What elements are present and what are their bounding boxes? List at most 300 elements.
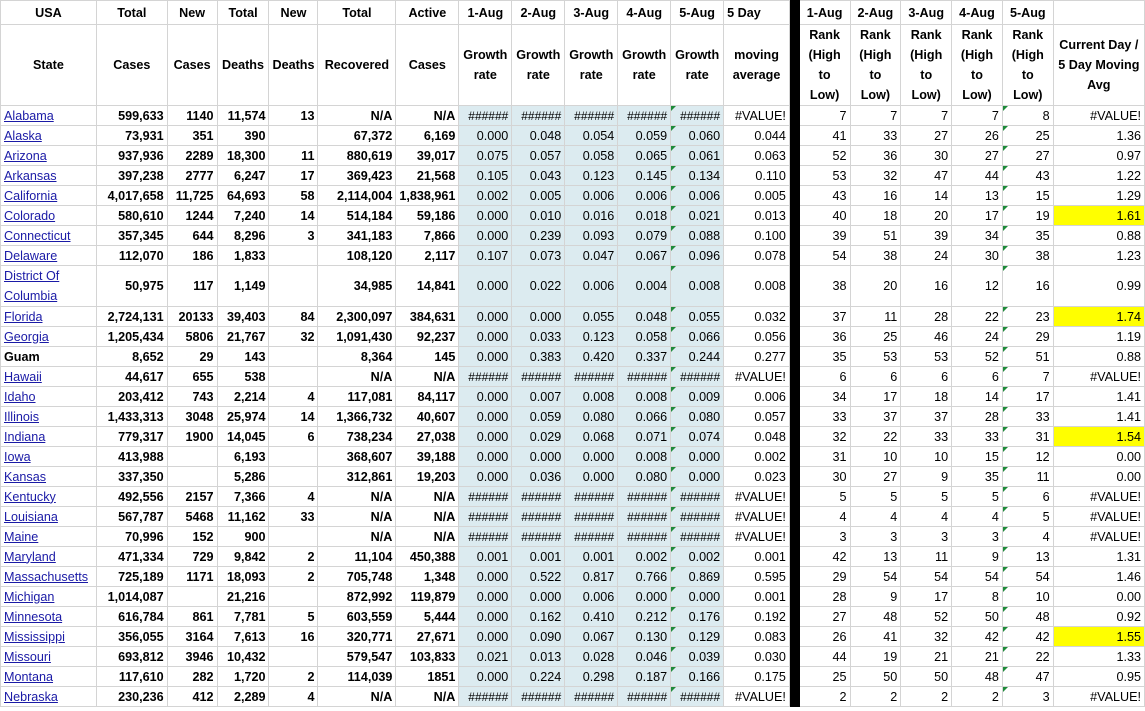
data-cell-c17[interactable]: 54	[1002, 567, 1053, 587]
state-cell[interactable]: Maine	[1, 527, 97, 547]
data-cell-c4[interactable]: 14	[269, 206, 318, 226]
data-cell-c11[interactable]: 0.066	[671, 327, 724, 347]
data-cell-c9[interactable]: 0.058	[565, 146, 618, 166]
data-cell-c10[interactable]: 0.079	[618, 226, 671, 246]
data-cell-c13[interactable]: 41	[799, 126, 850, 146]
data-cell-c15[interactable]: 50	[901, 667, 952, 687]
data-cell-c1[interactable]: 580,610	[96, 206, 167, 226]
data-cell-c17[interactable]: 12	[1002, 447, 1053, 467]
data-cell-c16[interactable]: 42	[952, 627, 1003, 647]
data-cell-c8[interactable]: ######	[512, 487, 565, 507]
data-cell-c6[interactable]: 6,169	[396, 126, 459, 146]
data-cell-c17[interactable]: 16	[1002, 266, 1053, 307]
data-cell-c14[interactable]: 22	[850, 427, 901, 447]
data-cell-c18[interactable]: 0.00	[1053, 467, 1144, 487]
state-cell[interactable]: Florida	[1, 307, 97, 327]
header-cell-r1-c4[interactable]: New	[269, 1, 318, 25]
data-cell-c11[interactable]: 0.002	[671, 547, 724, 567]
data-cell-c12[interactable]: 0.083	[724, 627, 790, 647]
data-cell-c16[interactable]: 3	[952, 527, 1003, 547]
data-cell-c2[interactable]: 729	[167, 547, 217, 567]
state-cell[interactable]: Minnesota	[1, 607, 97, 627]
data-cell-c11[interactable]: 0.021	[671, 206, 724, 226]
data-cell-c13[interactable]: 2	[799, 687, 850, 707]
data-cell-c17[interactable]: 13	[1002, 547, 1053, 567]
data-cell-c8[interactable]: 0.007	[512, 387, 565, 407]
data-cell-c2[interactable]	[167, 467, 217, 487]
data-cell-c6[interactable]: 92,237	[396, 327, 459, 347]
data-cell-c11[interactable]: ######	[671, 487, 724, 507]
data-cell-c15[interactable]: 6	[901, 367, 952, 387]
data-cell-c1[interactable]: 1,205,434	[96, 327, 167, 347]
data-cell-c7[interactable]: 0.075	[459, 146, 512, 166]
data-cell-c7[interactable]: 0.000	[459, 347, 512, 367]
header-cell-r2-c7[interactable]: Growth rate	[459, 25, 512, 106]
data-cell-c4[interactable]	[269, 266, 318, 307]
data-cell-c5[interactable]: 872,992	[318, 587, 396, 607]
header-cell-r2-c18[interactable]: Rank (High to Low)	[1002, 25, 1053, 106]
data-cell-c15[interactable]: 21	[901, 647, 952, 667]
data-cell-c15[interactable]: 7	[901, 106, 952, 126]
data-cell-c15[interactable]: 30	[901, 146, 952, 166]
data-cell-c4[interactable]: 16	[269, 627, 318, 647]
data-cell-c2[interactable]: 2777	[167, 166, 217, 186]
data-cell-c10[interactable]: ######	[618, 106, 671, 126]
data-cell-c7[interactable]: 0.000	[459, 126, 512, 146]
data-cell-c9[interactable]: 0.298	[565, 667, 618, 687]
data-cell-c6[interactable]: 84,117	[396, 387, 459, 407]
data-cell-c15[interactable]: 2	[901, 687, 952, 707]
data-cell-c11[interactable]: 0.088	[671, 226, 724, 246]
data-cell-c9[interactable]: 0.000	[565, 467, 618, 487]
data-cell-c16[interactable]: 27	[952, 146, 1003, 166]
data-cell-c7[interactable]: ######	[459, 507, 512, 527]
header-cell-r2-c2[interactable]: Cases	[167, 25, 217, 106]
data-cell-c13[interactable]: 35	[799, 347, 850, 367]
data-cell-c7[interactable]: ######	[459, 367, 512, 387]
data-cell-c9[interactable]: 0.067	[565, 627, 618, 647]
data-cell-c4[interactable]: 2	[269, 567, 318, 587]
data-cell-c9[interactable]: 0.055	[565, 307, 618, 327]
data-cell-c1[interactable]: 73,931	[96, 126, 167, 146]
state-cell[interactable]: Delaware	[1, 246, 97, 266]
data-cell-c2[interactable]: 412	[167, 687, 217, 707]
data-cell-c10[interactable]: ######	[618, 507, 671, 527]
data-cell-c16[interactable]: 5	[952, 487, 1003, 507]
data-cell-c11[interactable]: 0.009	[671, 387, 724, 407]
data-cell-c18[interactable]: 0.00	[1053, 447, 1144, 467]
data-cell-c11[interactable]: 0.008	[671, 266, 724, 307]
data-cell-c18[interactable]: 1.41	[1053, 407, 1144, 427]
data-cell-c10[interactable]: ######	[618, 367, 671, 387]
data-cell-c9[interactable]: ######	[565, 367, 618, 387]
data-cell-c18[interactable]: 1.74	[1053, 307, 1144, 327]
data-cell-c14[interactable]: 6	[850, 367, 901, 387]
data-cell-c6[interactable]: 21,568	[396, 166, 459, 186]
data-cell-c3[interactable]: 64,693	[217, 186, 269, 206]
data-cell-c13[interactable]: 7	[799, 106, 850, 126]
data-cell-c16[interactable]: 44	[952, 166, 1003, 186]
data-cell-c9[interactable]: 0.123	[565, 166, 618, 186]
data-cell-c14[interactable]: 32	[850, 166, 901, 186]
header-cell-r2-c13[interactable]	[789, 25, 799, 106]
data-cell-c18[interactable]: #VALUE!	[1053, 106, 1144, 126]
data-cell-c13[interactable]: 31	[799, 447, 850, 467]
data-cell-c17[interactable]: 43	[1002, 166, 1053, 186]
data-cell-c11[interactable]: 0.006	[671, 186, 724, 206]
data-cell-c1[interactable]: 337,350	[96, 467, 167, 487]
data-cell-c17[interactable]: 47	[1002, 667, 1053, 687]
data-cell-c10[interactable]: 0.046	[618, 647, 671, 667]
data-cell-c8[interactable]: 0.000	[512, 307, 565, 327]
data-cell-c4[interactable]: 11	[269, 146, 318, 166]
data-cell-c8[interactable]: ######	[512, 106, 565, 126]
data-cell-c15[interactable]: 9	[901, 467, 952, 487]
header-cell-r2-c8[interactable]: Growth rate	[512, 25, 565, 106]
data-cell-c15[interactable]: 53	[901, 347, 952, 367]
data-cell-c9[interactable]: 0.006	[565, 587, 618, 607]
data-cell-c14[interactable]: 48	[850, 607, 901, 627]
data-cell-c12[interactable]: #VALUE!	[724, 527, 790, 547]
data-cell-c3[interactable]: 18,300	[217, 146, 269, 166]
data-cell-c18[interactable]: #VALUE!	[1053, 687, 1144, 707]
data-cell-c1[interactable]: 616,784	[96, 607, 167, 627]
data-cell-c5[interactable]: N/A	[318, 527, 396, 547]
data-cell-c6[interactable]: 39,188	[396, 447, 459, 467]
data-cell-c13[interactable]: 52	[799, 146, 850, 166]
data-cell-c14[interactable]: 41	[850, 627, 901, 647]
data-cell-c17[interactable]: 22	[1002, 647, 1053, 667]
data-cell-c6[interactable]: 119,879	[396, 587, 459, 607]
data-cell-c17[interactable]: 4	[1002, 527, 1053, 547]
data-cell-c6[interactable]: 384,631	[396, 307, 459, 327]
data-cell-c12[interactable]: 0.005	[724, 186, 790, 206]
data-cell-c12[interactable]: #VALUE!	[724, 507, 790, 527]
data-cell-c16[interactable]: 13	[952, 186, 1003, 206]
data-cell-c3[interactable]: 18,093	[217, 567, 269, 587]
data-cell-c17[interactable]: 51	[1002, 347, 1053, 367]
data-cell-c6[interactable]: 39,017	[396, 146, 459, 166]
data-cell-c9[interactable]: 0.006	[565, 186, 618, 206]
data-cell-c1[interactable]: 44,617	[96, 367, 167, 387]
data-cell-c10[interactable]: 0.018	[618, 206, 671, 226]
data-cell-c8[interactable]: 0.224	[512, 667, 565, 687]
data-cell-c1[interactable]: 397,238	[96, 166, 167, 186]
data-cell-c11[interactable]: ######	[671, 527, 724, 547]
data-cell-c8[interactable]: 0.013	[512, 647, 565, 667]
data-cell-c14[interactable]: 9	[850, 587, 901, 607]
data-cell-c14[interactable]: 19	[850, 647, 901, 667]
header-cell-r1-c18[interactable]: 5-Aug	[1002, 1, 1053, 25]
data-cell-c12[interactable]: 0.013	[724, 206, 790, 226]
header-cell-r1-c8[interactable]: 2-Aug	[512, 1, 565, 25]
data-cell-c16[interactable]: 50	[952, 607, 1003, 627]
data-cell-c4[interactable]: 2	[269, 667, 318, 687]
data-cell-c1[interactable]: 50,975	[96, 266, 167, 307]
data-cell-c10[interactable]: 0.212	[618, 607, 671, 627]
state-cell[interactable]: Idaho	[1, 387, 97, 407]
data-cell-c4[interactable]	[269, 447, 318, 467]
data-cell-c1[interactable]: 8,652	[96, 347, 167, 367]
data-cell-c15[interactable]: 10	[901, 447, 952, 467]
data-cell-c1[interactable]: 230,236	[96, 687, 167, 707]
data-cell-c6[interactable]: N/A	[396, 687, 459, 707]
data-cell-c1[interactable]: 725,189	[96, 567, 167, 587]
data-cell-c7[interactable]: 0.000	[459, 667, 512, 687]
data-cell-c9[interactable]: 0.028	[565, 647, 618, 667]
data-cell-c14[interactable]: 10	[850, 447, 901, 467]
data-cell-c12[interactable]: 0.048	[724, 427, 790, 447]
data-cell-c2[interactable]: 351	[167, 126, 217, 146]
state-cell[interactable]: Illinois	[1, 407, 97, 427]
data-cell-c3[interactable]: 900	[217, 527, 269, 547]
data-cell-c4[interactable]: 5	[269, 607, 318, 627]
state-cell[interactable]: Colorado	[1, 206, 97, 226]
data-cell-c10[interactable]: 0.071	[618, 427, 671, 447]
data-cell-c3[interactable]: 1,833	[217, 246, 269, 266]
data-cell-c16[interactable]: 9	[952, 547, 1003, 567]
data-cell-c16[interactable]: 54	[952, 567, 1003, 587]
data-cell-c2[interactable]: 3048	[167, 407, 217, 427]
state-cell[interactable]: Mississippi	[1, 627, 97, 647]
data-cell-c11[interactable]: 0.869	[671, 567, 724, 587]
data-cell-c8[interactable]: 0.090	[512, 627, 565, 647]
data-cell-c8[interactable]: 0.000	[512, 587, 565, 607]
data-cell-c6[interactable]: N/A	[396, 367, 459, 387]
data-cell-c15[interactable]: 16	[901, 266, 952, 307]
data-cell-c17[interactable]: 38	[1002, 246, 1053, 266]
data-cell-c12[interactable]: 0.056	[724, 327, 790, 347]
data-cell-c15[interactable]: 37	[901, 407, 952, 427]
data-cell-c13[interactable]: 25	[799, 667, 850, 687]
data-cell-c13[interactable]: 54	[799, 246, 850, 266]
data-cell-c7[interactable]: 0.000	[459, 226, 512, 246]
data-cell-c13[interactable]: 43	[799, 186, 850, 206]
header-cell-r1-c0[interactable]: USA	[1, 1, 97, 25]
data-cell-c5[interactable]: 117,081	[318, 387, 396, 407]
state-cell[interactable]: Indiana	[1, 427, 97, 447]
data-cell-c7[interactable]: 0.000	[459, 587, 512, 607]
data-cell-c3[interactable]: 5,286	[217, 467, 269, 487]
data-cell-c18[interactable]: #VALUE!	[1053, 487, 1144, 507]
data-cell-c5[interactable]: 8,364	[318, 347, 396, 367]
data-cell-c2[interactable]: 2289	[167, 146, 217, 166]
data-cell-c3[interactable]: 7,240	[217, 206, 269, 226]
data-cell-c1[interactable]: 779,317	[96, 427, 167, 447]
data-cell-c9[interactable]: ######	[565, 527, 618, 547]
data-cell-c6[interactable]: 103,833	[396, 647, 459, 667]
data-cell-c15[interactable]: 4	[901, 507, 952, 527]
header-cell-r1-c6[interactable]: Active	[396, 1, 459, 25]
data-cell-c5[interactable]: 108,120	[318, 246, 396, 266]
data-cell-c6[interactable]: 1851	[396, 667, 459, 687]
data-cell-c15[interactable]: 47	[901, 166, 952, 186]
state-cell[interactable]: Kentucky	[1, 487, 97, 507]
data-cell-c16[interactable]: 30	[952, 246, 1003, 266]
data-cell-c3[interactable]: 6,193	[217, 447, 269, 467]
data-cell-c4[interactable]	[269, 527, 318, 547]
data-cell-c2[interactable]: 655	[167, 367, 217, 387]
data-cell-c1[interactable]: 471,334	[96, 547, 167, 567]
data-cell-c12[interactable]: 0.110	[724, 166, 790, 186]
data-cell-c17[interactable]: 31	[1002, 427, 1053, 447]
data-cell-c7[interactable]: ######	[459, 106, 512, 126]
data-cell-c5[interactable]: 2,300,097	[318, 307, 396, 327]
data-cell-c15[interactable]: 14	[901, 186, 952, 206]
data-cell-c13[interactable]: 28	[799, 587, 850, 607]
data-cell-c12[interactable]: 0.192	[724, 607, 790, 627]
data-cell-c12[interactable]: #VALUE!	[724, 687, 790, 707]
data-cell-c14[interactable]: 2	[850, 687, 901, 707]
data-cell-c10[interactable]: 0.337	[618, 347, 671, 367]
header-cell-r2-c10[interactable]: Growth rate	[618, 25, 671, 106]
data-cell-c7[interactable]: 0.107	[459, 246, 512, 266]
data-cell-c2[interactable]: 186	[167, 246, 217, 266]
data-cell-c17[interactable]: 10	[1002, 587, 1053, 607]
data-cell-c16[interactable]: 33	[952, 427, 1003, 447]
header-cell-r1-c7[interactable]: 1-Aug	[459, 1, 512, 25]
data-cell-c18[interactable]: 0.97	[1053, 146, 1144, 166]
data-cell-c4[interactable]	[269, 367, 318, 387]
data-cell-c16[interactable]: 22	[952, 307, 1003, 327]
data-cell-c1[interactable]: 203,412	[96, 387, 167, 407]
data-cell-c1[interactable]: 1,014,087	[96, 587, 167, 607]
state-cell[interactable]: Alabama	[1, 106, 97, 126]
data-cell-c13[interactable]: 38	[799, 266, 850, 307]
data-cell-c11[interactable]: 0.060	[671, 126, 724, 146]
data-cell-c17[interactable]: 5	[1002, 507, 1053, 527]
data-cell-c13[interactable]: 4	[799, 507, 850, 527]
data-cell-c3[interactable]: 7,366	[217, 487, 269, 507]
data-cell-c17[interactable]: 35	[1002, 226, 1053, 246]
data-cell-c12[interactable]: 0.030	[724, 647, 790, 667]
data-cell-c6[interactable]: 27,671	[396, 627, 459, 647]
header-cell-r1-c2[interactable]: New	[167, 1, 217, 25]
header-cell-r1-c17[interactable]: 4-Aug	[952, 1, 1003, 25]
data-cell-c18[interactable]: 1.36	[1053, 126, 1144, 146]
state-cell[interactable]: Michigan	[1, 587, 97, 607]
data-cell-c15[interactable]: 46	[901, 327, 952, 347]
data-cell-c2[interactable]: 644	[167, 226, 217, 246]
data-cell-c18[interactable]: 1.55	[1053, 627, 1144, 647]
data-cell-c12[interactable]: 0.001	[724, 587, 790, 607]
data-cell-c16[interactable]: 28	[952, 407, 1003, 427]
state-cell[interactable]: Arkansas	[1, 166, 97, 186]
data-cell-c11[interactable]: ######	[671, 687, 724, 707]
data-cell-c6[interactable]: N/A	[396, 527, 459, 547]
data-cell-c4[interactable]: 58	[269, 186, 318, 206]
data-cell-c10[interactable]: 0.002	[618, 547, 671, 567]
header-cell-r2-c3[interactable]: Deaths	[217, 25, 269, 106]
data-cell-c1[interactable]: 693,812	[96, 647, 167, 667]
state-cell[interactable]: Maryland	[1, 547, 97, 567]
data-cell-c10[interactable]: 0.058	[618, 327, 671, 347]
data-cell-c5[interactable]: 369,423	[318, 166, 396, 186]
data-cell-c16[interactable]: 17	[952, 206, 1003, 226]
data-cell-c13[interactable]: 39	[799, 226, 850, 246]
data-cell-c9[interactable]: 0.093	[565, 226, 618, 246]
data-cell-c11[interactable]: 0.244	[671, 347, 724, 367]
data-cell-c2[interactable]: 1244	[167, 206, 217, 226]
data-cell-c3[interactable]: 39,403	[217, 307, 269, 327]
state-cell[interactable]: Georgia	[1, 327, 97, 347]
data-cell-c5[interactable]: 320,771	[318, 627, 396, 647]
data-cell-c6[interactable]: 7,866	[396, 226, 459, 246]
data-cell-c3[interactable]: 9,842	[217, 547, 269, 567]
data-cell-c5[interactable]: 34,985	[318, 266, 396, 307]
data-cell-c4[interactable]: 84	[269, 307, 318, 327]
data-cell-c8[interactable]: ######	[512, 527, 565, 547]
data-cell-c13[interactable]: 3	[799, 527, 850, 547]
data-cell-c9[interactable]: 0.410	[565, 607, 618, 627]
header-cell-r1-c5[interactable]: Total	[318, 1, 396, 25]
data-cell-c6[interactable]: N/A	[396, 507, 459, 527]
data-cell-c6[interactable]: 14,841	[396, 266, 459, 307]
data-cell-c15[interactable]: 3	[901, 527, 952, 547]
data-cell-c16[interactable]: 26	[952, 126, 1003, 146]
data-cell-c13[interactable]: 27	[799, 607, 850, 627]
data-cell-c16[interactable]: 35	[952, 467, 1003, 487]
data-cell-c16[interactable]: 52	[952, 347, 1003, 367]
data-cell-c18[interactable]: 1.61	[1053, 206, 1144, 226]
data-cell-c4[interactable]: 4	[269, 687, 318, 707]
data-cell-c2[interactable]: 743	[167, 387, 217, 407]
data-cell-c7[interactable]: 0.000	[459, 467, 512, 487]
header-cell-r1-c15[interactable]: 2-Aug	[850, 1, 901, 25]
data-cell-c9[interactable]: ######	[565, 106, 618, 126]
data-cell-c16[interactable]: 14	[952, 387, 1003, 407]
data-cell-c18[interactable]: 0.00	[1053, 587, 1144, 607]
data-cell-c13[interactable]: 40	[799, 206, 850, 226]
data-cell-c17[interactable]: 33	[1002, 407, 1053, 427]
data-cell-c5[interactable]: 880,619	[318, 146, 396, 166]
data-cell-c7[interactable]: 0.000	[459, 407, 512, 427]
data-cell-c7[interactable]: 0.000	[459, 447, 512, 467]
data-cell-c7[interactable]: 0.002	[459, 186, 512, 206]
data-cell-c13[interactable]: 34	[799, 387, 850, 407]
data-cell-c6[interactable]: 19,203	[396, 467, 459, 487]
data-cell-c7[interactable]: 0.105	[459, 166, 512, 186]
data-cell-c4[interactable]	[269, 246, 318, 266]
data-cell-c13[interactable]: 29	[799, 567, 850, 587]
data-cell-c1[interactable]: 112,070	[96, 246, 167, 266]
data-cell-c15[interactable]: 20	[901, 206, 952, 226]
header-cell-r2-c11[interactable]: Growth rate	[671, 25, 724, 106]
state-cell[interactable]: Louisiana	[1, 507, 97, 527]
data-cell-c6[interactable]: 450,388	[396, 547, 459, 567]
data-cell-c11[interactable]: 0.096	[671, 246, 724, 266]
data-cell-c5[interactable]: N/A	[318, 687, 396, 707]
data-cell-c8[interactable]: 0.005	[512, 186, 565, 206]
data-cell-c15[interactable]: 54	[901, 567, 952, 587]
data-cell-c12[interactable]: 0.002	[724, 447, 790, 467]
data-cell-c9[interactable]: 0.008	[565, 387, 618, 407]
data-cell-c11[interactable]: 0.000	[671, 587, 724, 607]
data-cell-c15[interactable]: 32	[901, 627, 952, 647]
data-cell-c3[interactable]: 21,216	[217, 587, 269, 607]
data-cell-c9[interactable]: 0.047	[565, 246, 618, 266]
data-cell-c1[interactable]: 357,345	[96, 226, 167, 246]
data-cell-c5[interactable]: N/A	[318, 507, 396, 527]
data-cell-c8[interactable]: 0.522	[512, 567, 565, 587]
state-cell[interactable]: Connecticut	[1, 226, 97, 246]
data-cell-c9[interactable]: 0.000	[565, 447, 618, 467]
data-cell-c7[interactable]: 0.000	[459, 607, 512, 627]
data-cell-c10[interactable]: 0.008	[618, 447, 671, 467]
data-cell-c9[interactable]: 0.123	[565, 327, 618, 347]
data-cell-c3[interactable]: 8,296	[217, 226, 269, 246]
state-cell[interactable]: Alaska	[1, 126, 97, 146]
